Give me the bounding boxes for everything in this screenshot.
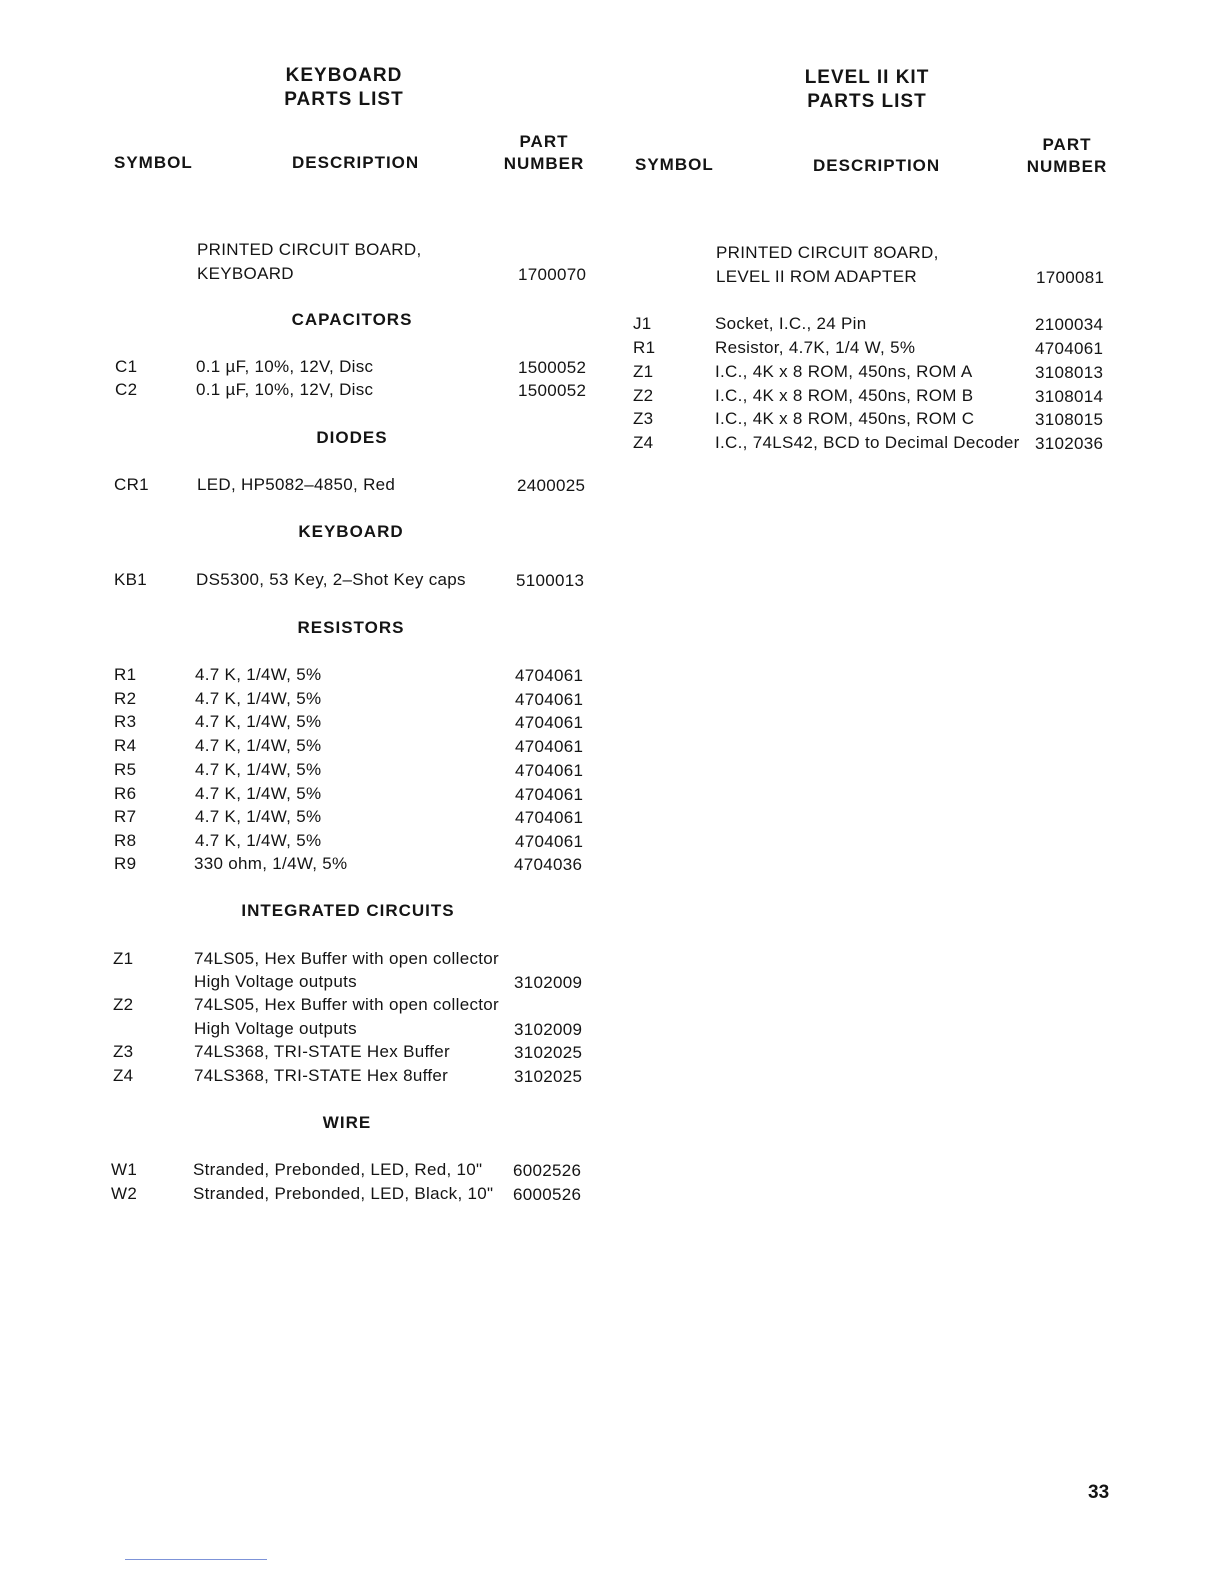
row-symbol: W2 (111, 1184, 138, 1203)
keyboard-header-part-line1: PART (519, 132, 569, 151)
section-heading-integrated-circuits: INTEGRATED CIRCUITS (241, 901, 455, 920)
level2-header-part-line1: PART (1042, 135, 1092, 154)
scan-artifact-line (125, 1559, 267, 1560)
row-description: DS5300, 53 Key, 2–Shot Key caps (196, 570, 466, 589)
row-part-number: 3108013 (1035, 363, 1104, 382)
row-description-line1: 74LS05, Hex Buffer with open collector (194, 949, 499, 968)
level2-title-line2: PARTS LIST (807, 91, 927, 112)
row-part-number: 2100034 (1035, 315, 1104, 334)
keyboard-header-symbol: SYMBOL (114, 153, 193, 172)
row-part-number: 1500052 (518, 358, 587, 377)
section-heading-wire: WIRE (322, 1113, 372, 1132)
row-symbol: CR1 (114, 475, 149, 494)
level2-header-part-line2: NUMBER (1026, 157, 1108, 176)
row-symbol: Z4 (633, 433, 654, 452)
section-heading-keyboard: KEYBOARD (298, 522, 404, 541)
row-part-number: 4704061 (515, 832, 584, 851)
row-description-line1: 74LS05, Hex Buffer with open collector (194, 995, 499, 1014)
section-heading-resistors: RESISTORS (297, 618, 405, 637)
level2-pcb-desc-line2: LEVEL II ROM ADAPTER (716, 267, 917, 286)
row-part-number: 4704061 (515, 808, 584, 827)
row-part-number: 3102009 (514, 973, 583, 992)
row-part-number: 3102025 (514, 1043, 583, 1062)
row-part-number: 3108015 (1035, 410, 1104, 429)
row-part-number: 3102009 (514, 1020, 583, 1039)
keyboard-title (244, 64, 444, 112)
row-description: 330 ohm, 1/4W, 5% (194, 854, 348, 873)
level2-title-line1: LEVEL II KIT (804, 67, 930, 88)
row-symbol: R6 (114, 784, 137, 803)
level2-pcb-part: 1700081 (1036, 268, 1105, 287)
row-description: 4.7 K, 1/4W, 5% (195, 807, 322, 826)
row-part-number: 4704061 (515, 713, 584, 732)
row-symbol: Z3 (113, 1042, 134, 1061)
row-part-number: 2400025 (517, 476, 586, 495)
level2-header-symbol: SYMBOL (635, 155, 714, 174)
row-description: 4.7 K, 1/4W, 5% (195, 689, 322, 708)
row-symbol: R3 (114, 712, 137, 731)
row-symbol: R4 (114, 736, 137, 755)
row-symbol: Z2 (633, 386, 654, 405)
row-description: LED, HP5082–4850, Red (197, 475, 396, 494)
row-part-number: 4704061 (1035, 339, 1104, 358)
row-description: 4.7 K, 1/4W, 5% (195, 665, 322, 684)
row-symbol: W1 (111, 1160, 138, 1179)
level2-header-description: DESCRIPTION (813, 156, 941, 175)
row-description: Stranded, Prebonded, LED, Black, 10" (193, 1184, 494, 1203)
page-number: 33 (1088, 1482, 1110, 1503)
keyboard-pcb-desc-line1: PRINTED CIRCUIT BOARD, (197, 240, 422, 259)
row-description: Resistor, 4.7K, 1/4 W, 5% (715, 338, 916, 357)
row-symbol: J1 (633, 314, 652, 333)
row-description: 74LS368, TRI-STATE Hex Buffer (194, 1042, 450, 1061)
row-symbol: Z3 (633, 409, 654, 428)
row-description: 4.7 K, 1/4W, 5% (195, 736, 322, 755)
keyboard-header-description: DESCRIPTION (292, 153, 420, 172)
row-part-number: 1500052 (518, 381, 587, 400)
row-symbol: R5 (114, 760, 137, 779)
row-description: I.C., 74LS42, BCD to Decimal Decoder (715, 433, 1020, 452)
section-heading-diodes: DIODES (316, 428, 388, 447)
keyboard-title-line1: KEYBOARD (285, 65, 403, 86)
section-heading-capacitors: CAPACITORS (291, 310, 413, 329)
row-description: 4.7 K, 1/4W, 5% (195, 831, 322, 850)
row-part-number: 5100013 (516, 571, 585, 590)
keyboard-pcb-part: 1700070 (518, 265, 587, 284)
keyboard-title-line2: PARTS LIST (284, 89, 404, 110)
level2-pcb-desc-line1: PRINTED CIRCUIT 8OARD, (716, 243, 939, 262)
row-symbol: R1 (633, 338, 656, 357)
row-symbol: C1 (115, 357, 138, 376)
row-part-number: 4704061 (515, 690, 584, 709)
keyboard-header-part-number (494, 131, 594, 175)
row-description-line2: High Voltage outputs (194, 1019, 357, 1038)
row-part-number: 3108014 (1035, 387, 1104, 406)
row-symbol: Z4 (113, 1066, 134, 1085)
row-symbol: R2 (114, 689, 137, 708)
row-description: I.C., 4K x 8 ROM, 450ns, ROM A (715, 362, 973, 381)
row-description: Stranded, Prebonded, LED, Red, 10" (193, 1160, 483, 1179)
row-symbol: R9 (114, 854, 137, 873)
row-description: 0.1 µF, 10%, 12V, Disc (196, 357, 374, 376)
row-description: Socket, I.C., 24 Pin (715, 314, 867, 333)
row-symbol: R8 (114, 831, 137, 850)
row-part-number: 4704036 (514, 855, 583, 874)
row-part-number: 4704061 (515, 785, 584, 804)
row-description: I.C., 4K x 8 ROM, 450ns, ROM C (715, 409, 975, 428)
row-description: 74LS368, TRI-STATE Hex 8uffer (194, 1066, 449, 1085)
row-part-number: 6002526 (513, 1161, 582, 1180)
row-part-number: 4704061 (515, 761, 584, 780)
row-part-number: 4704061 (515, 737, 584, 756)
row-symbol: R1 (114, 665, 137, 684)
row-description: I.C., 4K x 8 ROM, 450ns, ROM B (715, 386, 974, 405)
level2-title (767, 66, 967, 114)
keyboard-pcb-desc-line2: KEYBOARD (197, 264, 294, 283)
row-description: 0.1 µF, 10%, 12V, Disc (196, 380, 374, 399)
row-symbol: Z1 (113, 949, 134, 968)
row-symbol: Z1 (633, 362, 654, 381)
row-description: 4.7 K, 1/4W, 5% (195, 712, 322, 731)
level2-header-part-number (1017, 134, 1117, 178)
keyboard-header-part-line2: NUMBER (503, 154, 585, 173)
row-part-number: 3102036 (1035, 434, 1104, 453)
row-symbol: C2 (115, 380, 138, 399)
row-description-line2: High Voltage outputs (194, 972, 357, 991)
row-description: 4.7 K, 1/4W, 5% (195, 760, 322, 779)
row-symbol: Z2 (113, 995, 134, 1014)
row-part-number: 4704061 (515, 666, 584, 685)
row-description: 4.7 K, 1/4W, 5% (195, 784, 322, 803)
row-symbol: R7 (114, 807, 137, 826)
row-part-number: 3102025 (514, 1067, 583, 1086)
row-symbol: KB1 (114, 570, 148, 589)
row-part-number: 6000526 (513, 1185, 582, 1204)
